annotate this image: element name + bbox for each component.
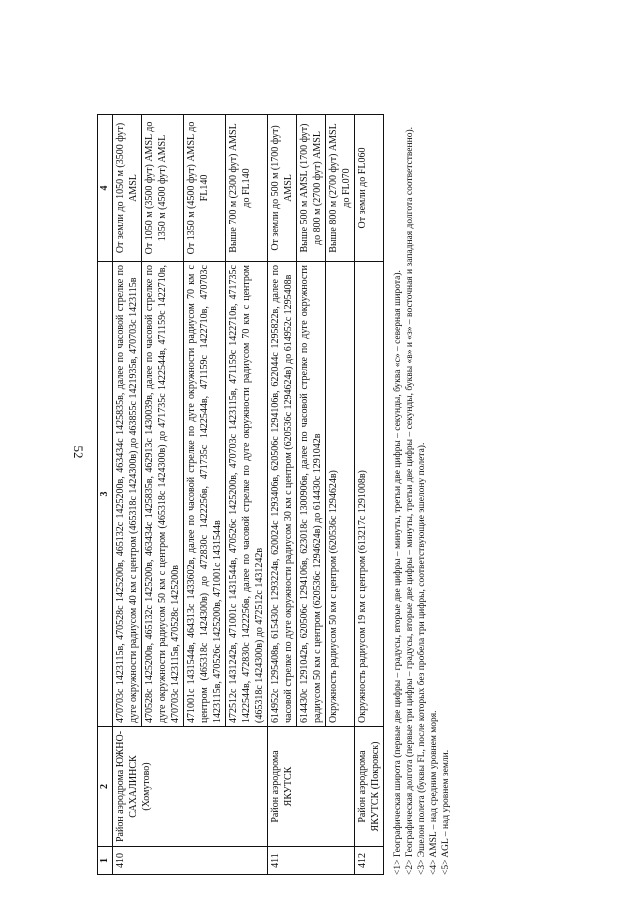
zone-name: Район аэродрома ЯКУТСК (Покровск) [355, 727, 384, 847]
zone-altitude: Выше 800 м (2700 фут) AMSL до FL070 [326, 115, 355, 262]
zone-coordinates: 614952с 1295408в, 615430с 1293224в, 620024с 1293406в, 620506с 1294106в, 622044с 1295822в, далее по часовой стрелке по дуге окружности радиусом 30 км с центром (620536с 1294624в) до 614952с 1295408в [268, 262, 297, 727]
zone-coordinates: Окружность радиусом 19 км с центром (613217с 1291008в) [355, 262, 384, 727]
zone-coordinates: Окружность радиусом 50 км с центром (620536с 1294624в) [326, 262, 355, 727]
rotated-page-content [97, 115, 547, 875]
column-header: 1 [98, 847, 113, 875]
zone-number: 410 [113, 847, 268, 875]
table-row [268, 115, 297, 875]
zone-altitude: От 1050 м (3500 фут) AMSL до 1350 м (4500 фут) AMSL [142, 115, 184, 262]
zone-name: Район аэродрома ЮЖНО-САХАЛИНСК (Хомутово) [113, 727, 268, 847]
zone-altitude: От земли до FL060 [355, 115, 384, 262]
footnote: <3> Эшелон полета (буквы FL, после которых без пробела три цифры, соответствующие эшелону полета). [417, 442, 427, 875]
zone-number: 412 [355, 847, 384, 875]
footnote: <4> AMSL – над средним уровнем моря. [429, 710, 439, 875]
footnotes [392, 115, 452, 875]
column-header: 3 [98, 262, 113, 727]
column-header: 4 [98, 115, 113, 262]
zone-number: 411 [268, 847, 355, 875]
zone-coordinates: 472512с 1431242в, 471001с 1431544в, 470526с 1425200в, 470703с 1423115в, 471159с 1422710в, 471735с 1422544в, 472830с 1422256в, далее по часовой стрелке по дуге окружности радиусом 70 км с центром (465318с 1424300в) до 472512с 1431242в [226, 262, 268, 727]
footnote: <5> AGL – над уровнем земли. [441, 749, 451, 875]
zone-altitude: Выше 500 м AMSL (1700 фут) до 800 м (2700 фут) AMSL [297, 115, 326, 262]
zone-name: Район аэродрома ЯКУТСК [268, 727, 355, 847]
zone-coordinates: 471001с 1431544в, 464313с 1433602в, далее по часовой стрелке по дуге окружности радиусом 70 км с центром (465318с 1424300в) до 472830с 1422256в, 471735с 1422544в, 471159с 1422710в, 470703с 1423115в, 470526с 1425200в, 471001с 1431544в [184, 262, 226, 727]
airspace-table [97, 114, 384, 875]
zone-coordinates: 470703с 1423115в, 470528с 1425200в, 465132с 1425200в, 463434с 1425835в, далее по часовой стрелке по дуге окружности радиусом 40 км с центром (465318с 1424300в) до 463855с 1421935в, 470703с 1423115в [113, 262, 142, 727]
zone-altitude: От земли до 1050 м (3500 фут) AMSL [113, 115, 142, 262]
zone-altitude: От 1350 м (4500 фут) AMSL до FL140 [184, 115, 226, 262]
page-number: 52 [71, 445, 86, 459]
footnote: <2> Географическая долгота (первые три цифры – градусы, вторые две цифры – минуты, третьи две цифры – секунды, буквы «в» и «з» – восточная и западная долгота соответственно). [405, 127, 415, 875]
zone-altitude: Выше 700 м (2300 фут) AMSL до FL140 [226, 115, 268, 262]
zone-altitude: От земли до 500 м (1700 фут) AMSL [268, 115, 297, 262]
zone-coordinates: 614430с 1291042в, 620506с 1294106в, 623018с 1300906в, далее по часовой стрелке по дуге окружности радиусом 50 км с центром (620536с 1294624в) до 614430с 1291042в [297, 262, 326, 727]
zone-coordinates: 470528с 1425200в, 465132с 1425200в, 463434с 1425835в, 462913с 1430039в, далее по часовой стрелке по дуге окружности радиусом 50 км с центром (465318с 1424300в) до 471735с 1422544в, 471159с 1422710в, 470703с 1423115в, 470528с 1425200в [142, 262, 184, 727]
table-row [113, 115, 142, 875]
footnote: <1> Географическая широта (первые две цифры – градусы, вторые две цифры – минуты, третьи две цифры – секунды, буква «с» – северная широта). [393, 270, 403, 875]
table-header-row [98, 115, 113, 875]
column-header: 2 [98, 727, 113, 847]
table-row [355, 115, 384, 875]
